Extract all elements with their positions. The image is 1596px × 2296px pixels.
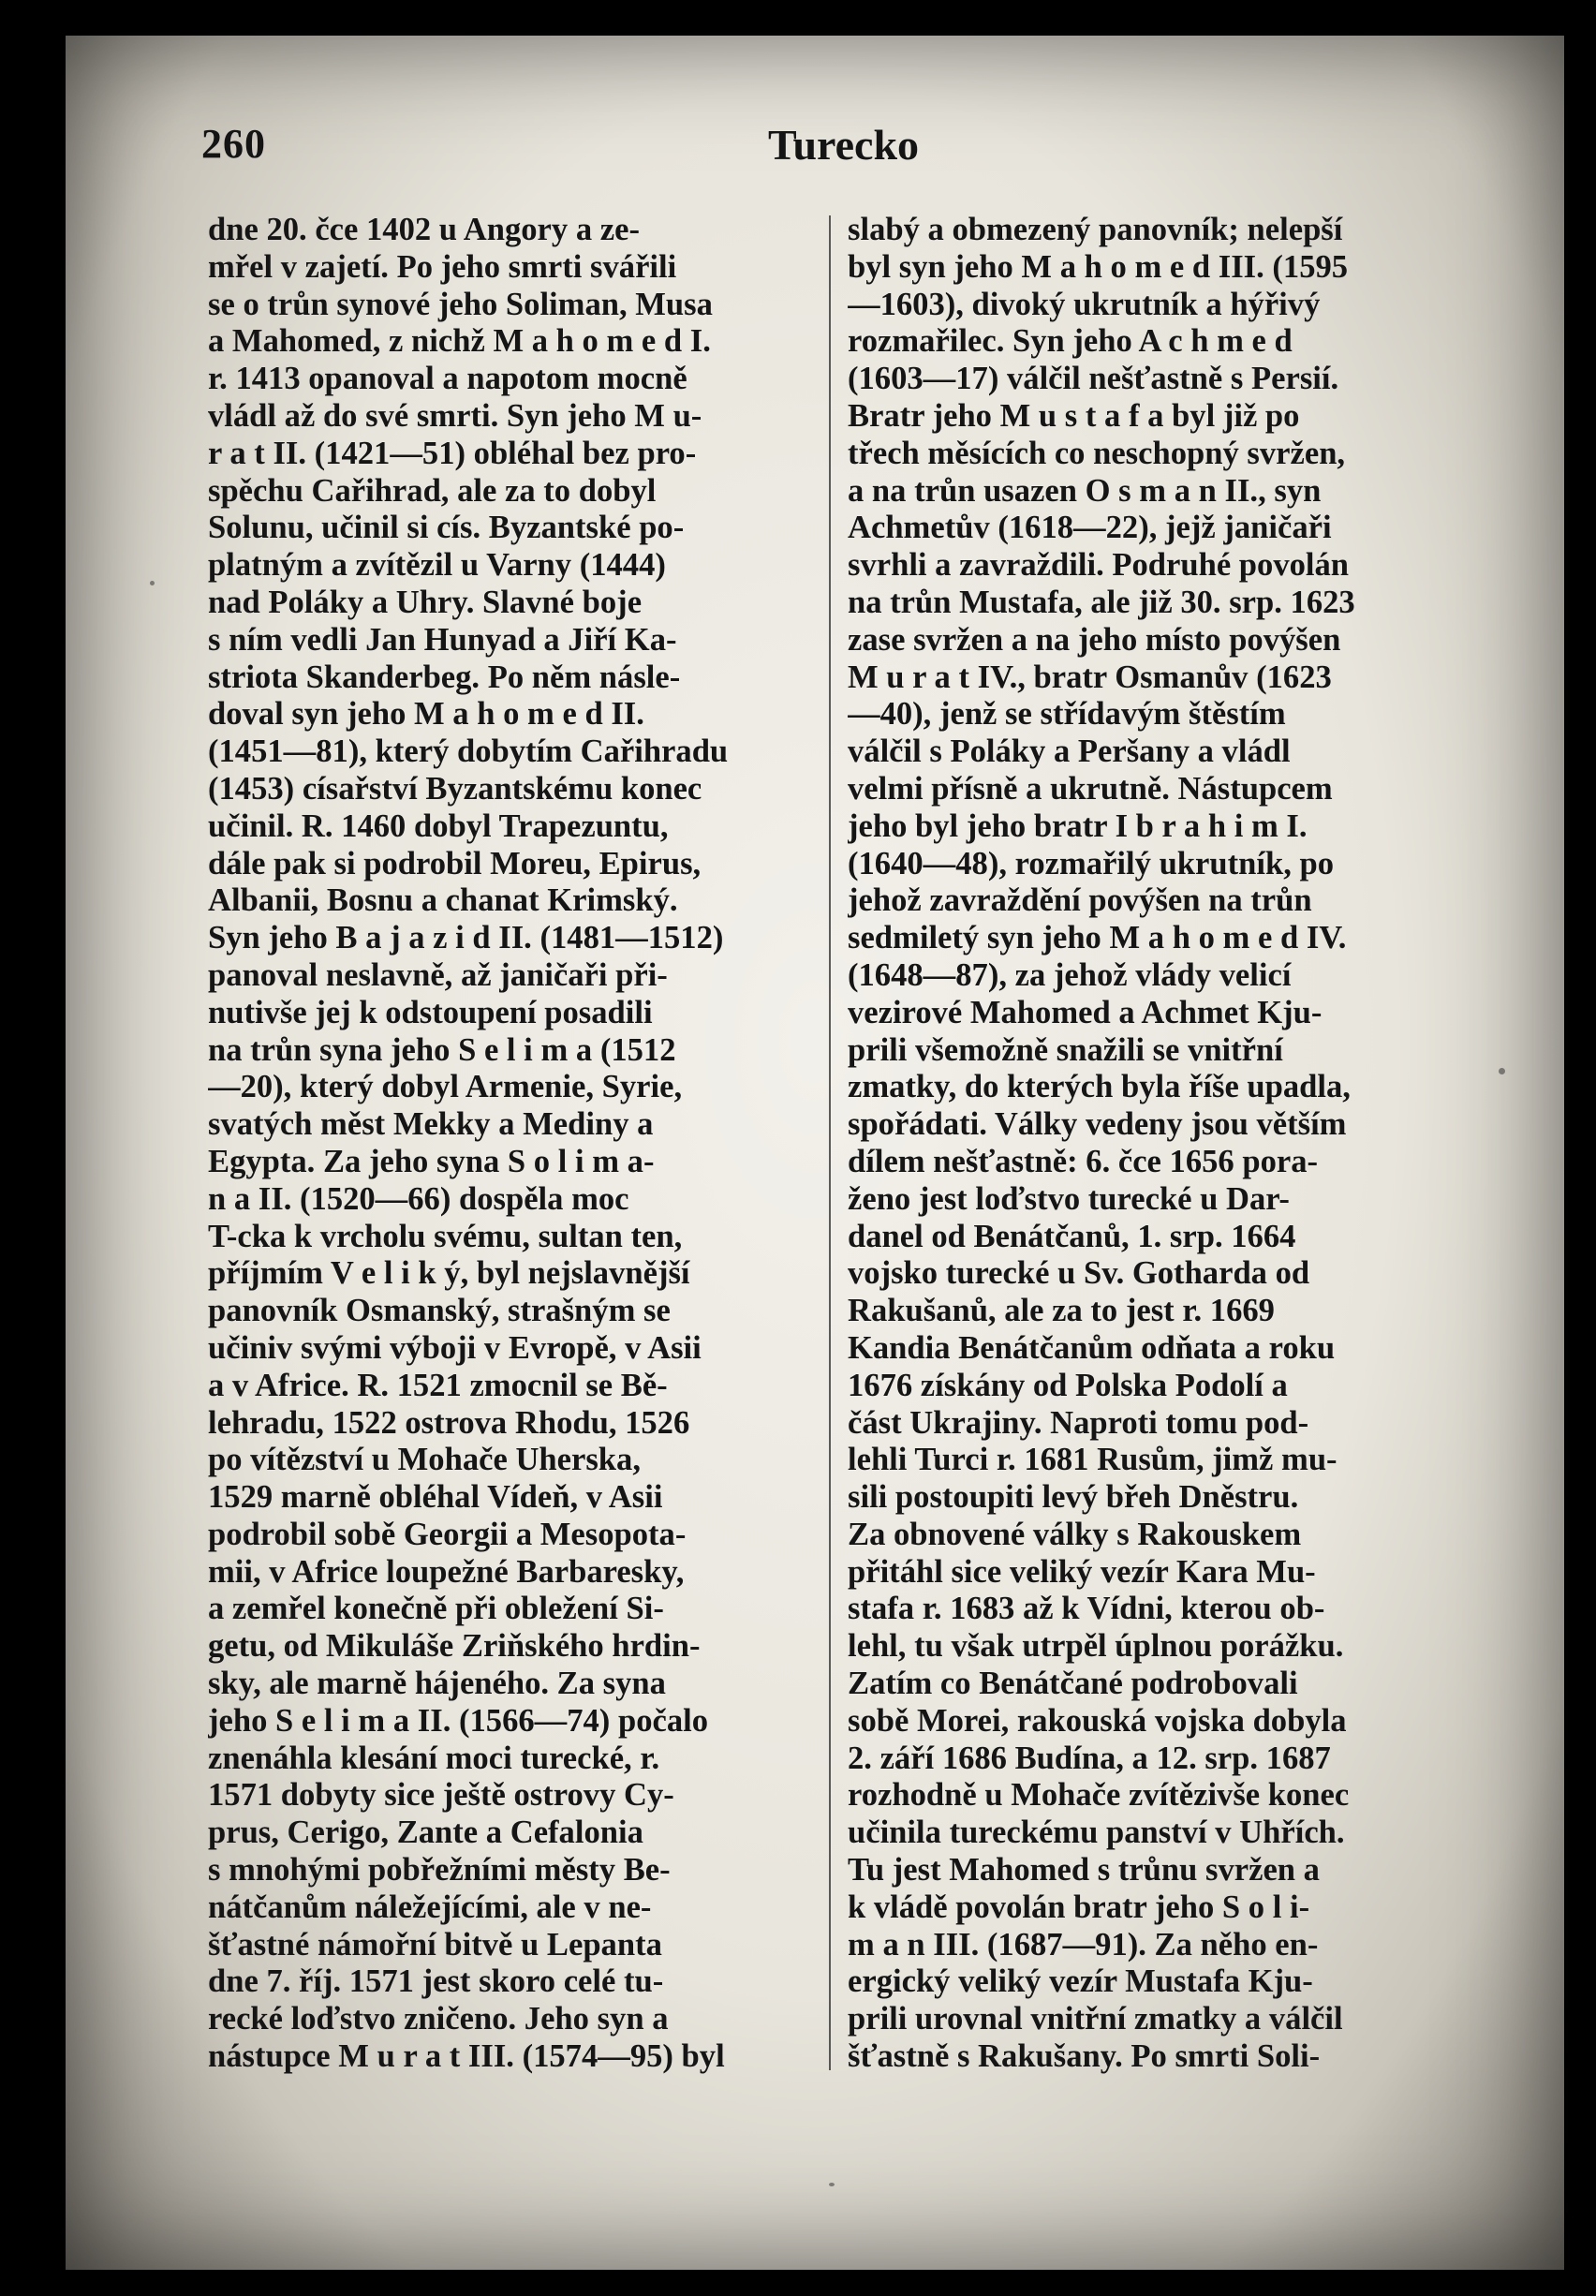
page-number: 260	[201, 121, 266, 167]
text-line: s mnohými pobřežními městy Be-	[208, 1852, 671, 1889]
text-line: prili urovnal vnitřní zmatky a válčil	[848, 2001, 1343, 2037]
text-line: T-cka k vrcholu svému, sultan ten,	[208, 1218, 683, 1254]
text-line: rozhodně u Mohače zvítězivše konec	[848, 1777, 1350, 1814]
text-line: slabý a obmezený panovník; nelepší	[848, 212, 1343, 247]
text-line: zase svržen a na jeho místo povýšen	[848, 621, 1341, 658]
text-line: mřel v zajetí. Po jeho smrti svářili	[208, 248, 677, 285]
text-line: jeho S e l i m a II. (1566—74) počalo	[208, 1702, 709, 1739]
text-line: Solunu, učinil si cís. Byzantské po-	[208, 510, 685, 546]
text-line: danel od Benátčanů, 1. srp. 1664	[848, 1218, 1296, 1254]
text-line: (1451—81), který dobytím Cařihradu	[208, 733, 729, 770]
text-line: lehl, tu však utrpěl úplnou porážku.	[848, 1628, 1344, 1665]
text-line: Zatím co Benátčané podrobovali	[848, 1666, 1298, 1702]
text-line: velmi přísně a ukrutně. Nástupcem	[848, 770, 1333, 807]
text-line: platným a zvítězil u Varny (1444)	[208, 547, 666, 584]
text-line: svatých měst Mekky a Mediny a	[208, 1106, 654, 1143]
dust-speck	[150, 581, 155, 585]
text-line: Egypta. Za jeho syna S o l i m a-	[208, 1143, 655, 1179]
text-line: spěchu Cařihrad, ale za to dobyl	[208, 472, 657, 509]
text-line: Bratr jeho M u s t a f a byl již po	[848, 397, 1300, 434]
text-line: svrhli a zavraždili. Podruhé povolán	[848, 547, 1350, 584]
text-line: s ním vedli Jan Hunyad a Jiří Ka-	[208, 621, 677, 658]
text-line: nástupce M u r a t III. (1574—95) byl	[208, 2038, 725, 2075]
text-line: m a n III. (1687—91). Za něho en-	[848, 1926, 1319, 1963]
text-line: n a II. (1520—66) dospěla moc	[208, 1180, 629, 1217]
text-line: a na trůn usazen O s m a n II., syn	[848, 472, 1322, 509]
text-line: —1603), divoký ukrutník a hýřivý	[848, 286, 1321, 322]
text-line: ženo jest loďstvo turecké u Dar-	[848, 1180, 1290, 1217]
text-line: striota Skanderbeg. Po něm násle-	[208, 659, 681, 695]
text-line: 2. září 1686 Budína, a 12. srp. 1687	[848, 1740, 1331, 1776]
text-line: 1571 dobyty sice ještě ostrovy Cy-	[208, 1777, 674, 1814]
text-line: —40), jenž se střídavým štěstím	[848, 696, 1286, 733]
text-line: —20), který dobyl Armenie, Syrie,	[208, 1069, 683, 1105]
text-line: ergický veliký vezír Mustafa Kju-	[848, 1963, 1313, 2000]
text-line: dále pak si podrobil Moreu, Epirus,	[208, 845, 702, 881]
text-line: dne 7. říj. 1571 jest skoro celé tu-	[208, 1963, 664, 2000]
text-line: vládl až do své smrti. Syn jeho M u-	[208, 397, 702, 434]
text-line: šťastné námořní bitvě u Lepanta	[208, 1926, 662, 1963]
text-line: (1640—48), rozmařilý ukrutník, po	[848, 845, 1335, 881]
running-head-title: Turecko	[768, 121, 920, 169]
text-line: doval syn jeho M a h o m e d II.	[208, 696, 644, 733]
text-line: sedmiletý syn jeho M a h o m e d IV.	[848, 920, 1347, 956]
text-line: (1648—87), za jehož vlády velicí	[848, 956, 1292, 993]
text-line: učinil. R. 1460 dobyl Trapezuntu,	[208, 807, 669, 844]
text-line: podrobil sobě Georgii a Mesopota-	[208, 1516, 687, 1552]
text-line: šťastně s Rakušany. Po smrti Soli-	[848, 2038, 1321, 2075]
text-line: Kandia Benátčanům odňata a roku	[848, 1329, 1336, 1366]
text-line: válčil s Poláky a Peršany a vládl	[848, 733, 1291, 770]
text-line: panoval neslavně, až janičaři při-	[208, 956, 668, 993]
text-line: se o trůn synové jeho Soliman, Musa	[208, 286, 713, 322]
text-line: 1676 získány od Polska Podolí a	[848, 1367, 1288, 1403]
text-line: prus, Cerigo, Zante a Cefalonia	[208, 1815, 643, 1851]
text-line: učinila tureckému panství v Uhřích.	[848, 1815, 1345, 1851]
text-line: dne 20. čce 1402 u Angory a ze-	[208, 212, 640, 247]
text-line: M u r a t IV., bratr Osmanův (1623	[848, 659, 1332, 695]
text-line: po vítězství u Mohače Uherska,	[208, 1442, 641, 1478]
text-line: lehli Turci r. 1681 Rusům, jimž mu-	[848, 1442, 1337, 1478]
text-line: a v Africe. R. 1521 zmocnil se Bě-	[208, 1367, 668, 1403]
text-line: lehradu, 1522 ostrova Rhodu, 1526	[208, 1404, 690, 1441]
text-line: Syn jeho B a j a z i d II. (1481—1512)	[208, 920, 724, 956]
text-line: nátčanům náležejícími, ale v ne-	[208, 1889, 652, 1925]
text-line: rozmařilec. Syn jeho A c h m e d	[848, 323, 1293, 360]
text-line: sky, ale marně hájeného. Za syna	[208, 1666, 666, 1702]
text-line: dílem nešťastně: 6. čce 1656 pora-	[848, 1143, 1319, 1179]
text-line: (1453) císařství Byzantskému konec	[208, 770, 702, 807]
text-line: a Mahomed, z nichž M a h o m e d I.	[208, 323, 711, 360]
text-line: panovník Osmanský, strašným se	[208, 1293, 671, 1329]
text-line: spořádati. Války vedeny jsou větším	[848, 1106, 1347, 1143]
dust-speck	[1499, 1068, 1505, 1074]
text-line: učiniv svými výboji v Evropě, v Asii	[208, 1329, 702, 1366]
text-column-left	[208, 212, 817, 2076]
text-line: přitáhl sice veliký vezír Kara Mu-	[848, 1553, 1316, 1590]
text-line: na trůn syna jeho S e l i m a (1512	[208, 1031, 676, 1068]
text-line: nad Poláky a Uhry. Slavné boje	[208, 584, 643, 620]
text-line: Achmetův (1618—22), jejž janičaři	[848, 510, 1332, 546]
text-line: mii, v Africe loupežné Barbaresky,	[208, 1553, 685, 1590]
text-line: znenáhla klesání moci turecké, r.	[208, 1740, 660, 1776]
text-line: Rakušanů, ale za to jest r. 1669	[848, 1293, 1275, 1329]
text-line: Tu jest Mahomed s trůnu svržen a	[848, 1852, 1320, 1889]
text-line: vezirové Mahomed a Achmet Kju-	[848, 994, 1323, 1030]
text-line: byl syn jeho M a h o m e d III. (1595	[848, 248, 1349, 285]
text-column-right	[848, 212, 1456, 2076]
text-line: třech měsících co neschopný svržen,	[848, 435, 1346, 471]
text-line: getu, od Mikuláše Zriňského hrdin-	[208, 1628, 701, 1665]
text-line: r. 1413 opanoval a napotom mocně	[208, 361, 687, 397]
text-line: Za obnovené války s Rakouskem	[848, 1516, 1302, 1552]
text-line: příjmím V e l i k ý, byl nejslavnější	[208, 1255, 690, 1292]
text-line: (1603—17) válčil nešťastně s Persií.	[848, 361, 1339, 397]
text-line: nutivše jej k odstoupení posadili	[208, 994, 653, 1030]
text-line: jeho byl jeho bratr I b r a h i m I.	[848, 807, 1308, 844]
text-line: a zemřel konečně při obležení Si-	[208, 1591, 664, 1627]
text-line: na trůn Mustafa, ale již 30. srp. 1623	[848, 584, 1355, 620]
text-line: recké loďstvo zničeno. Jeho syn a	[208, 2001, 669, 2037]
text-line: sobě Morei, rakouská vojska dobyla	[848, 1702, 1347, 1739]
text-line: jehož zavraždění povýšen na trůn	[848, 882, 1312, 919]
column-divider	[829, 215, 831, 2070]
text-line: prili všemožně snažili se vnitřní	[848, 1031, 1283, 1068]
text-line: k vládě povolán bratr jeho S o l i-	[848, 1889, 1310, 1925]
text-line: stafa r. 1683 až k Vídni, kterou ob-	[848, 1591, 1325, 1627]
text-line: Albanii, Bosnu a chanat Krimský.	[208, 882, 678, 919]
text-line: zmatky, do kterých byla říše upadla,	[848, 1069, 1351, 1105]
text-line: r a t II. (1421—51) obléhal bez pro-	[208, 435, 697, 471]
text-line: 1529 marně obléhal Vídeň, v Asii	[208, 1479, 663, 1516]
text-line: část Ukrajiny. Naproti tomu pod-	[848, 1404, 1309, 1441]
dust-speck	[829, 2183, 835, 2186]
text-line: sili postoupiti levý břeh Dněstru.	[848, 1479, 1299, 1516]
text-line: vojsko turecké u Sv. Gotharda od	[848, 1255, 1310, 1292]
